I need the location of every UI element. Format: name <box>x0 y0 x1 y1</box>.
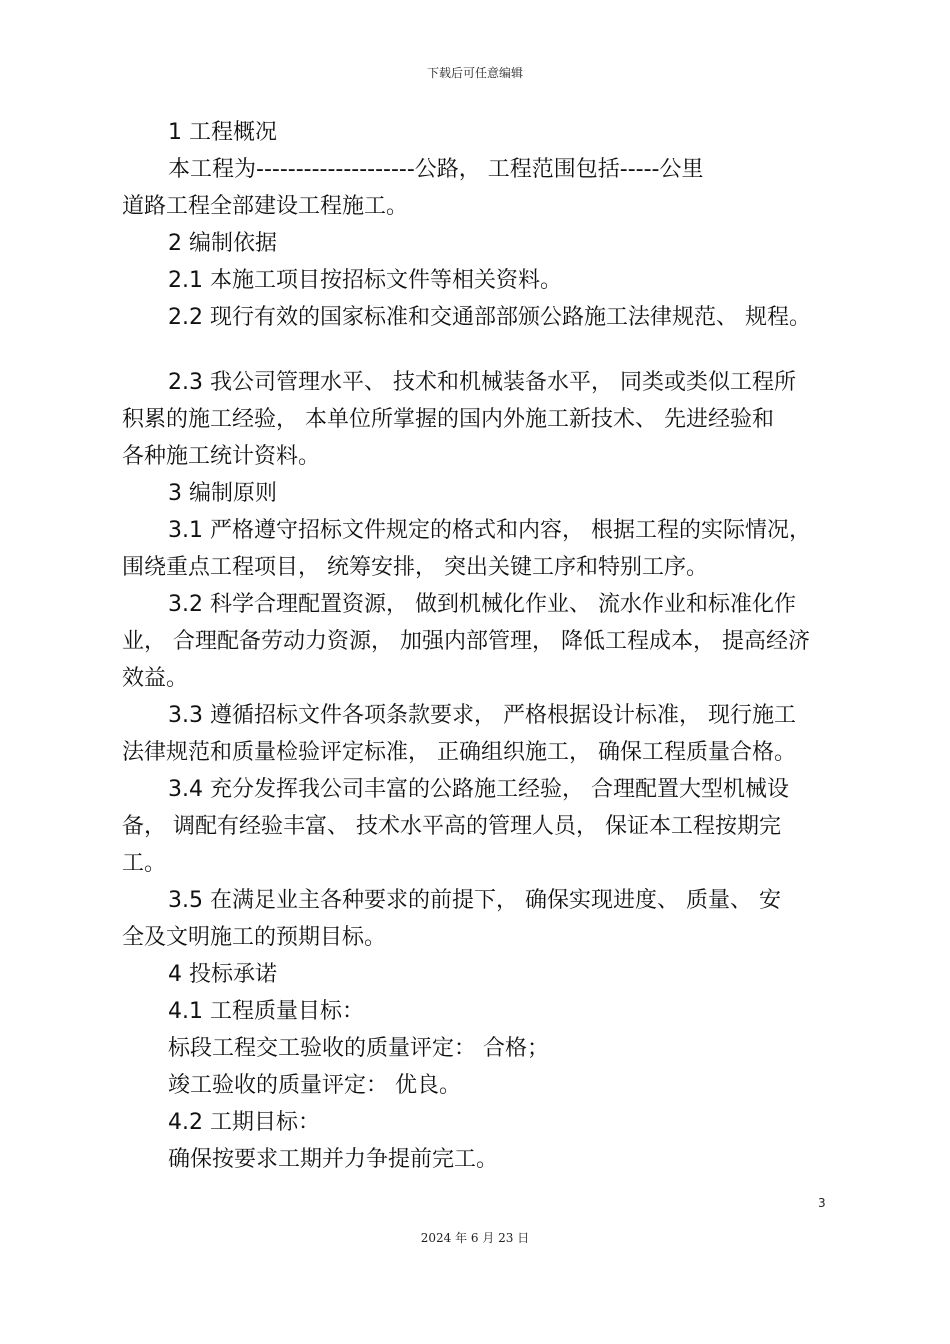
paragraph-line: 2.2 现行有效的国家标准和交通部部颁公路施工法律规范、 规程。 <box>168 305 811 330</box>
paragraph-line: 3.3 遵循招标文件各项条款要求， 严格根据设计标准， 现行施工 <box>168 703 796 728</box>
paragraph-line: 2.1 本施工项目按招标文件等相关资料。 <box>168 268 562 293</box>
page-number: 3 <box>818 1196 826 1210</box>
paragraph-line: 道路工程全部建设工程施工。 <box>122 194 409 219</box>
page-header: 下载后可任意编辑 <box>426 66 523 80</box>
paragraph-line: 本工程为--------------------公路， 工程范围包括-----公里 <box>168 157 704 182</box>
paragraph-line: 全及文明施工的预期目标。 <box>122 925 387 950</box>
paragraph-line: 3.1 严格遵守招标文件规定的格式和内容， 根据工程的实际情况， <box>168 518 811 543</box>
paragraph-line: 备， 调配有经验丰富、 技术水平高的管理人员， 保证本工程按期完 <box>122 814 781 839</box>
paragraph-line: 各种施工统计资料。 <box>122 444 321 469</box>
subsection-heading: 4.2 工期目标： <box>168 1110 320 1135</box>
paragraph-line: 3.4 充分发挥我公司丰富的公路施工经验， 合理配置大型机械设 <box>168 777 789 802</box>
section-heading-4: 4 投标承诺 <box>168 962 277 987</box>
paragraph-line: 积累的施工经验， 本单位所掌握的国内外施工新技术、 先进经验和 <box>122 407 774 432</box>
paragraph-line: 确保按要求工期并力争提前完工。 <box>168 1147 499 1172</box>
document-body <box>122 114 837 1178</box>
section-heading-2: 2 编制依据 <box>168 231 277 256</box>
paragraph-line: 效益。 <box>122 666 189 691</box>
paragraph-line: 3.2 科学合理配置资源， 做到机械化作业、 流水作业和标准化作 <box>168 592 796 617</box>
paragraph-line: 2.3 我公司管理水平、 技术和机械装备水平， 同类或类似工程所 <box>168 370 796 395</box>
section-heading-1: 1 工程概况 <box>168 120 277 145</box>
paragraph-line: 围绕重点工程项目， 统筹安排， 突出关键工序和特别工序。 <box>122 555 708 580</box>
paragraph-line: 3.5 在满足业主各种要求的前提下， 确保实现进度、 质量、 安 <box>168 888 781 913</box>
subsection-heading: 4.1 工程质量目标： <box>168 999 364 1024</box>
paragraph-line: 工。 <box>122 851 167 876</box>
paragraph-line: 竣工验收的质量评定： 优良。 <box>168 1073 461 1098</box>
paragraph-line: 业， 合理配备劳动力资源， 加强内部管理， 降低工程成本， 提高经济 <box>122 629 810 654</box>
paragraph-line: 法律规范和质量检验评定标准， 正确组织施工， 确保工程质量合格。 <box>122 740 796 765</box>
paragraph-line: 标段工程交工验收的质量评定： 合格； <box>168 1036 549 1061</box>
paragraph-gap <box>122 336 837 364</box>
page-footer-date: 2024 年 6 月 23 日 <box>420 1231 530 1245</box>
section-heading-3: 3 编制原则 <box>168 481 277 506</box>
